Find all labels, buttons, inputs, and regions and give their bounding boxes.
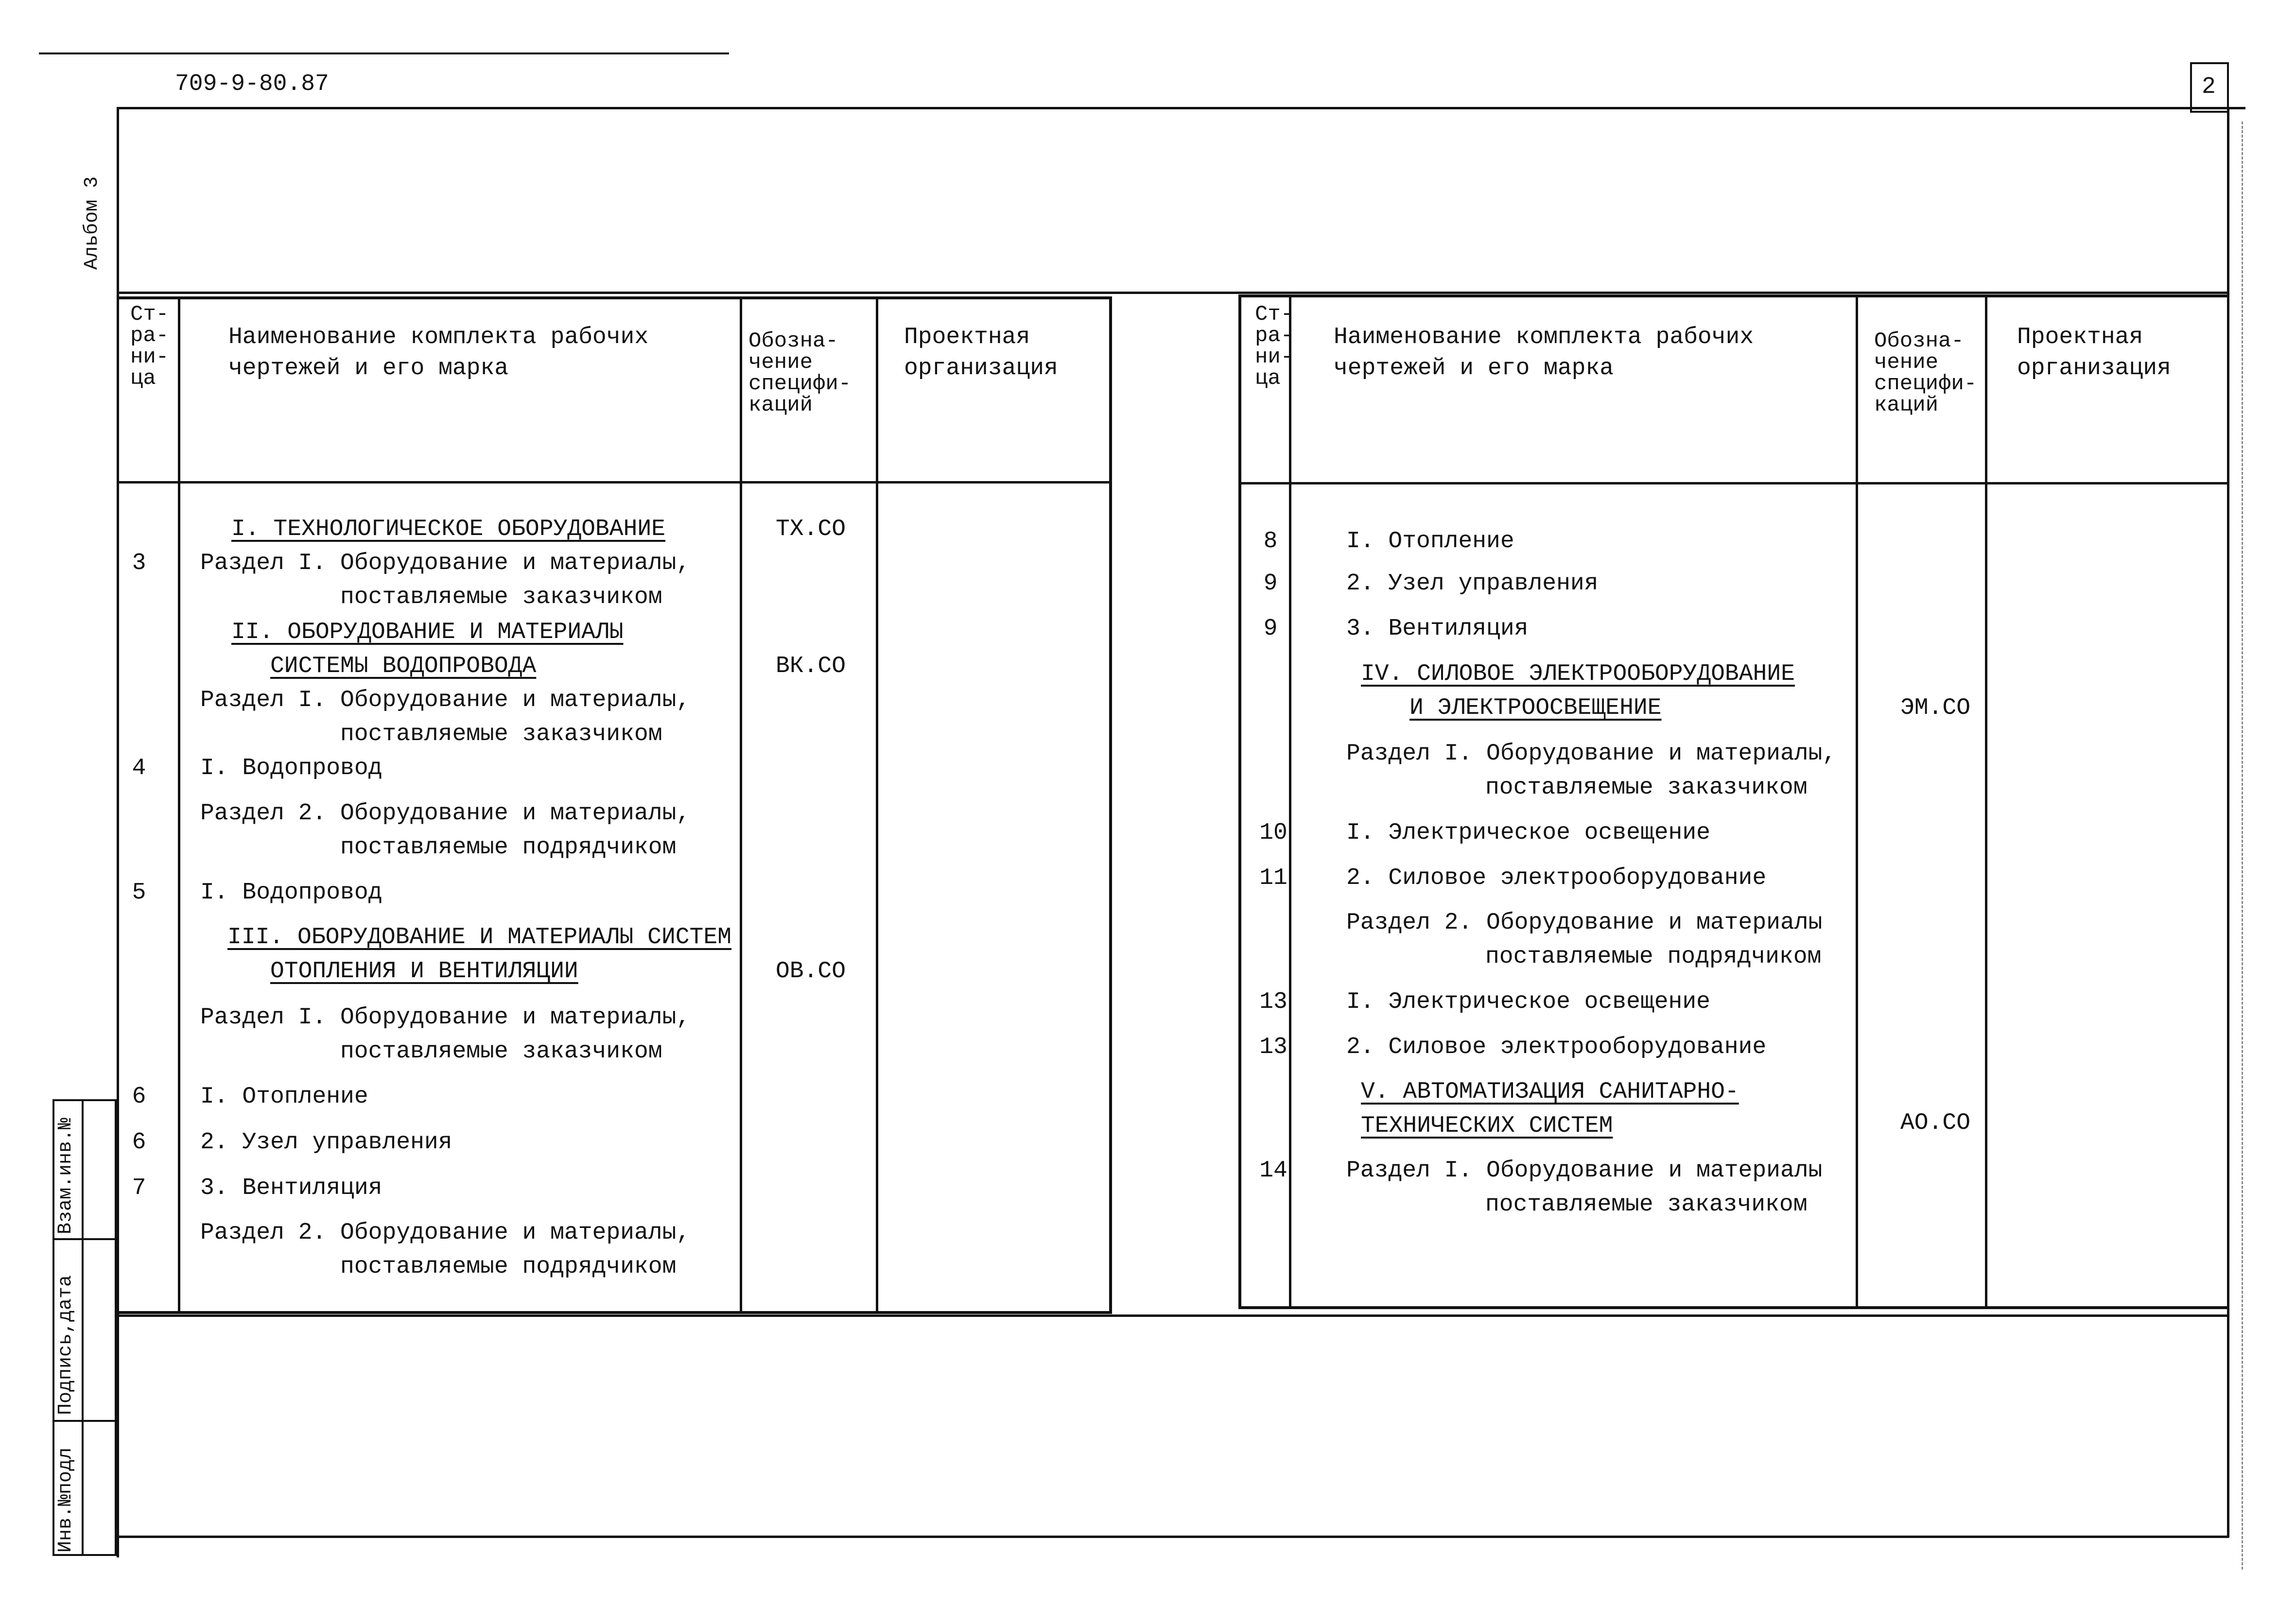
right-row-text: 2. Силовое электрооборудование [1346,1034,1767,1060]
left-row-code: ВК.СО [776,653,846,679]
left-row-page: 3 [132,550,146,576]
stamp-signature-date: Подпись,дата [55,1275,77,1415]
left-row-page: 5 [132,880,146,906]
left-row-page: 6 [132,1084,146,1110]
right-col-name-label: Наименование комплекта рабочих чертежей и его марка [1334,324,1754,381]
left-col-name-label: Наименование комплекта рабочих чертежей и его марка [228,324,649,381]
right-row-page: 14 [1259,1158,1287,1184]
left-section-title: СИСТЕМЫ ВОДОПРОВОДА [270,653,537,679]
right-row-text: I. Электрическое освещение [1346,989,1710,1015]
left-col-page-label: Ст- ра- ни- ца [130,302,169,391]
left-col-designation-label: Обозна- чение специфи- каций [748,329,852,417]
right-row-page: 9 [1263,570,1278,597]
left-section-title: II. ОБОРУДОВАНИЕ И МАТЕРИАЛЫ [231,619,624,645]
right-row-text: I. Электрическое освещение [1346,820,1710,846]
right-row-code: ЭМ.СО [1900,695,1971,721]
left-row-code: ОВ.СО [776,958,846,985]
left-col-org-label: Проектная организация [904,324,1058,381]
left-section-title: III. ОБОРУДОВАНИЕ И МАТЕРИАЛЫ СИСТЕМ [227,924,731,950]
left-row-text: поставляемые заказчиком [340,584,662,610]
left-row-page: 6 [132,1129,146,1156]
right-row-page: 11 [1259,865,1287,891]
left-row-page: 4 [132,755,146,781]
right-row-text: I. Отопление [1346,528,1514,554]
album-label: Альбом 3 [81,176,103,270]
left-row-text: поставляемые подрядчиком [340,834,677,861]
right-row-text: 2. Силовое электрооборудование [1346,865,1767,891]
right-row-text: поставляемые заказчиком [1485,1192,1808,1218]
right-section-title: И ЭЛЕКТРООСВЕЩЕНИЕ [1409,695,1662,721]
right-section-title: V. АВТОМАТИЗАЦИЯ САНИТАРНО- [1361,1079,1739,1105]
right-row-text: 2. Узел управления [1346,570,1599,597]
left-row-code: ТХ.СО [776,516,846,542]
right-col-designation-label: Обозна- чение специфи- каций [1874,329,1977,417]
right-row-text: поставляемые подрядчиком [1485,944,1822,970]
stamp-replace-inv: Взам.инв.№ [55,1117,77,1234]
trim-line [2242,121,2243,1570]
left-row-page: 7 [132,1175,146,1201]
right-row-text: поставляемые заказчиком [1485,775,1808,801]
left-row-text: Раздел I. Оборудование и материалы, [200,687,691,713]
right-row-code: АО.СО [1900,1110,1971,1136]
left-row-text: Раздел I. Оборудование и материалы, [200,550,691,576]
doc-code: 709-9-80.87 [175,71,329,97]
left-row-text: 3. Вентиляция [200,1175,383,1201]
left-row-text: поставляемые подрядчиком [340,1254,677,1280]
right-section-title: ТЕХНИЧЕСКИХ СИСТЕМ [1361,1113,1613,1139]
right-section-title: IV. СИЛОВОЕ ЭЛЕКТРООБОРУДОВАНИЕ [1361,661,1795,687]
right-row-text: Раздел 2. Оборудование и материалы [1346,910,1823,936]
left-row-text: I. Водопровод [200,880,383,906]
left-row-text: Раздел 2. Оборудование и материалы, [200,1220,691,1246]
left-row-text: поставляемые заказчиком [340,721,662,747]
left-row-text: I. Отопление [200,1084,368,1110]
left-row-text: поставляемые заказчиком [340,1038,662,1065]
left-section-title: ОТОПЛЕНИЯ И ВЕНТИЛЯЦИИ [270,958,578,985]
stamp-inv-no: Инв.№подл [55,1447,77,1553]
left-row-text: Раздел 2. Оборудование и материалы, [200,800,691,827]
right-col-page-label: Ст- ра- ни- ца [1255,302,1294,391]
right-row-text: Раздел I. Оборудование и материалы [1346,1158,1823,1184]
left-section-title: I. ТЕХНОЛОГИЧЕСКОЕ ОБОРУДОВАНИЕ [231,516,665,542]
right-row-page: 9 [1263,616,1278,642]
right-row-page: 8 [1263,528,1278,554]
right-row-page: 13 [1259,1034,1287,1060]
right-row-page: 10 [1259,820,1287,846]
right-row-page: 13 [1259,989,1287,1015]
left-row-text: Раздел I. Оборудование и материалы, [200,1004,691,1031]
right-col-org-label: Проектная организация [2017,324,2171,381]
page-number: 2 [2202,74,2216,100]
right-row-text: Раздел I. Оборудование и материалы, [1346,741,1837,767]
left-row-text: I. Водопровод [200,755,383,781]
left-row-text: 2. Узел управления [200,1129,452,1156]
right-row-text: 3. Вентиляция [1346,616,1529,642]
